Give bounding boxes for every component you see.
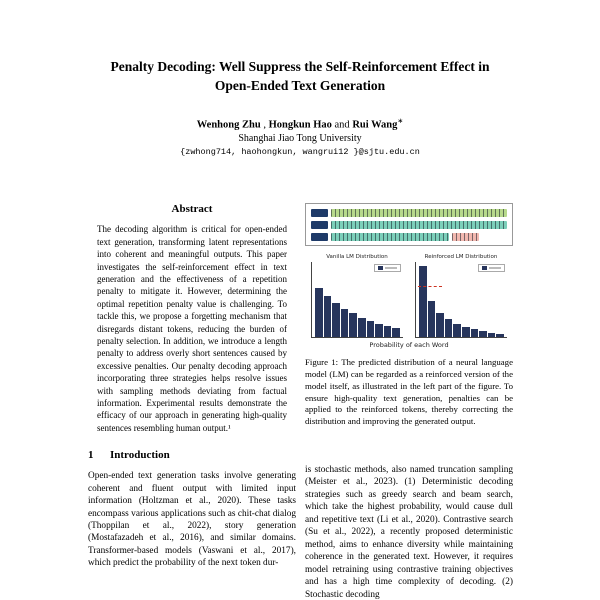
vanilla-distribution-chart	[311, 254, 403, 338]
highlighted-tokens	[331, 233, 449, 241]
distribution-bar	[488, 333, 496, 338]
chart-legend	[374, 264, 401, 272]
legend-swatch	[378, 266, 383, 270]
distribution-bar	[428, 301, 436, 337]
distribution-bar	[349, 313, 357, 337]
author-3: Rui Wang	[352, 119, 398, 131]
distribution-bar	[358, 318, 366, 338]
legend-swatch	[482, 266, 487, 270]
email-line: {zwhong714, haohongkun, wangrui12 }@sjtu.edu.cn	[180, 147, 420, 158]
distribution-bar	[479, 331, 487, 337]
two-column-body	[0, 203, 600, 600]
introduction-text: Open-ended text generation tasks involve generating coherent and fluent output with limited input information (Holtzman et al., 2020). These tasks encompass various applications such as chit-chat dialog (Thoppilan et al., 2022), story generation (Mostafazadeh et al., 2016), and similar domains. Transformer-based models (Vaswani et al., 2017), which predict the probability of the next token dur-	[88, 471, 296, 569]
distribution-bar	[315, 288, 323, 338]
distribution-bar	[384, 326, 392, 337]
chart-legend	[478, 264, 505, 272]
paper-header	[0, 0, 600, 157]
distribution-bar	[471, 329, 479, 337]
affiliation: Shanghai Jiao Tong University	[238, 133, 362, 145]
right-column-text: is stochastic methods, also named truncation sampling (Meister et al., 2023). (1) Deterministic decoding strategies such as greedy search and beam search, which take the highest probability, would cause dull and repetitive text (Li et al., 2020). Contrastive search (Su et al., 2022), a recently proposed deterministic method, aims to enhance diversity while maintaining coherence in the generated text. However, it requires model retraining using contrastive training objectives and has a high time complexity of decoding. (2) Stochastic decoding	[305, 464, 513, 600]
chart-title-reinforced: Reinforced LM Distribution	[424, 254, 498, 261]
author-1: Wenhong Zhu	[196, 119, 261, 131]
section-title: Introduction	[110, 449, 170, 462]
highlighted-text-line	[311, 220, 507, 229]
distribution-bar	[496, 334, 504, 338]
model-tag-chip	[311, 233, 328, 241]
penalty-correction-line	[418, 286, 442, 287]
reinforced-distribution-chart	[415, 254, 507, 338]
highlighted-tokens-penalized	[452, 233, 479, 241]
distribution-bar	[462, 327, 470, 338]
highlighted-tokens	[331, 209, 507, 217]
figure-1	[305, 203, 513, 428]
title-line-2: Open-Ended Text Generation	[214, 77, 386, 93]
legend-label-line	[385, 267, 397, 269]
paper-title	[0, 58, 600, 96]
right-column	[305, 203, 513, 600]
highlighted-tokens	[331, 221, 507, 229]
author-2: Hongkun Hao	[268, 119, 332, 131]
distribution-bar	[436, 313, 444, 337]
chart-x-axis-label: Probability of each Word	[369, 341, 449, 350]
legend-label-line	[489, 267, 501, 269]
title-line-1: Penalty Decoding: Well Suppress the Self-Reinforcement Effect in	[110, 59, 490, 74]
distribution-bar	[419, 266, 427, 337]
author-line	[0, 117, 600, 131]
figure-charts	[305, 254, 513, 338]
distribution-bar	[332, 303, 340, 338]
distribution-bar	[367, 321, 375, 338]
author-separator-1: ,	[260, 119, 269, 131]
distribution-bar	[453, 324, 461, 338]
distribution-bar	[341, 309, 349, 338]
author-separator-2: and	[331, 119, 353, 131]
highlighted-text-line	[311, 208, 507, 217]
distribution-bar	[324, 296, 332, 337]
distribution-bar	[392, 328, 400, 337]
reinforced-bar-plot	[415, 262, 507, 338]
chart-title-vanilla: Vanilla LM Distribution	[326, 254, 388, 261]
vanilla-bar-plot	[311, 262, 403, 338]
section-heading-introduction	[88, 449, 296, 461]
abstract-heading: Abstract	[171, 203, 213, 216]
figure-caption: Figure 1: The predicted distribution of a neural language model (LM) can be regarded as a reinforced version of the model itself, as illustrated in the left part of the figure. To ensure high-quality text generation, penalties can be applied to the reinforced tokens, thereby correcting the distribution and improving the generated output.	[305, 357, 513, 427]
left-column	[88, 203, 296, 600]
highlighted-text-line	[311, 232, 507, 241]
abstract-text: The decoding algorithm is critical for open-ended text generation, transforming latent representations into coherent and meaningful outputs. This paper investigates the self-reinforcement effect in text generation and the effectiveness of a repetition penalty to mitigate it. However, determining the optimal repetition penalty value is challenging. To tackle this, we propose a forgetting mechanism that disregards distant tokens, reducing the burden of penalty selection. In addition, we introduce a length penalty to address overly short sentences caused by excessive penalties. Our penalty decoding approach incorporating three strategies helps resolve issues with sampling methods deviating from factual information. Experimental results demonstrate the efficacy of our approach in generating high-quality sentences resembling human output.¹	[97, 224, 287, 433]
figure-example-text-box	[305, 203, 513, 246]
model-tag-chip	[311, 221, 328, 229]
section-number: 1	[88, 449, 94, 462]
corresponding-author-mark: ∗	[397, 116, 404, 125]
distribution-bar	[375, 324, 383, 338]
model-tag-chip	[311, 209, 328, 217]
distribution-bar	[445, 319, 453, 337]
